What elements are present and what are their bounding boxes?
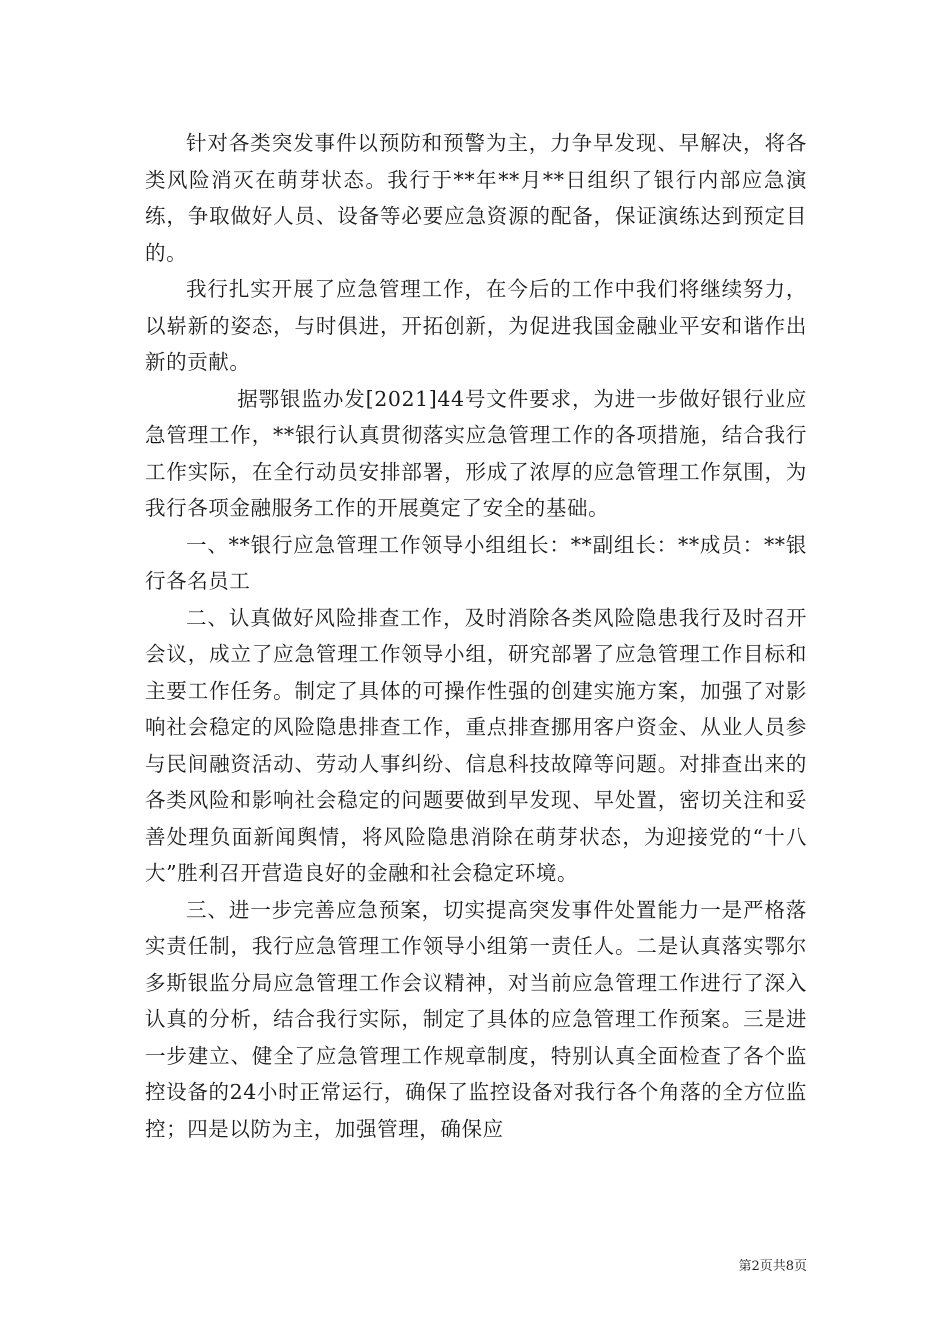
page-number: 第2页共8页 xyxy=(738,1259,807,1274)
paragraph-section-three: 三、进一步完善应急预案，切实提高突发事件处置能力一是严格落实责任制，我行应急管理工作领导小组第一责任人。二是认真落实鄂尔多斯银监分局应急管理工作会议精神，对当前应急管理工作进行了深入认真的分析，结合我行实际，制定了具体的应急管理工作预案。三是进一步建立、健全了应急管理工作规章制度，特别认真全面检查了各个监控设备的24小时正常运行，确保了监控设备对我行各个角落的全方位监控；四是以防为主，加强管理，确保应 xyxy=(145,897,807,1141)
paragraph-document-requirement: 据鄂银监办发[2021]44号文件要求，为进一步做好银行业应急管理工作，**银行认真贯彻落实应急管理工作的各项措施，结合我行工作实际，在全行动员安排部署，形成了浓厚的应急管理工作氛围，为我行各项金融服务工作的开展奠定了安全的基础。 xyxy=(145,386,807,520)
document-body xyxy=(145,125,807,1147)
paragraph-summary: 我行扎实开展了应急管理工作，在今后的工作中我们将继续努力，以崭新的姿态，与时俱进，开拓创新，为促进我国金融业平安和谐作出新的贡献。 xyxy=(145,277,807,374)
paragraph-section-one: 一、**银行应急管理工作领导小组组长：**副组长：**成员：**银行各名员工 xyxy=(145,532,807,593)
paragraph-section-two: 二、认真做好风险排查工作，及时消除各类风险隐患我行及时召开会议，成立了应急管理工作领导小组，研究部署了应急管理工作目标和主要工作任务。制定了具体的可操作性强的创建实施方案，加强了对影响社会稳定的风险隐患排查工作，重点排查挪用客户资金、从业人员参与民间融资活动、劳动人事纠纷、信息科技故障等问题。对排查出来的各类风险和影响社会稳定的问题要做到早发现、早处置，密切关注和妥善处理负面新闻舆情，将风险隐患消除在萌芽状态，为迎接党的“十八大”胜利召开营造良好的金融和社会稳定环境。 xyxy=(145,605,807,885)
paragraph-emergency-drill: 针对各类突发事件以预防和预警为主，力争早发现、早解决，将各类风险消灭在萌芽状态。我行于**年**月**日组织了银行内部应急演练，争取做好人员、设备等必要应急资源的配备，保证演练达到预定目的。 xyxy=(145,131,807,265)
